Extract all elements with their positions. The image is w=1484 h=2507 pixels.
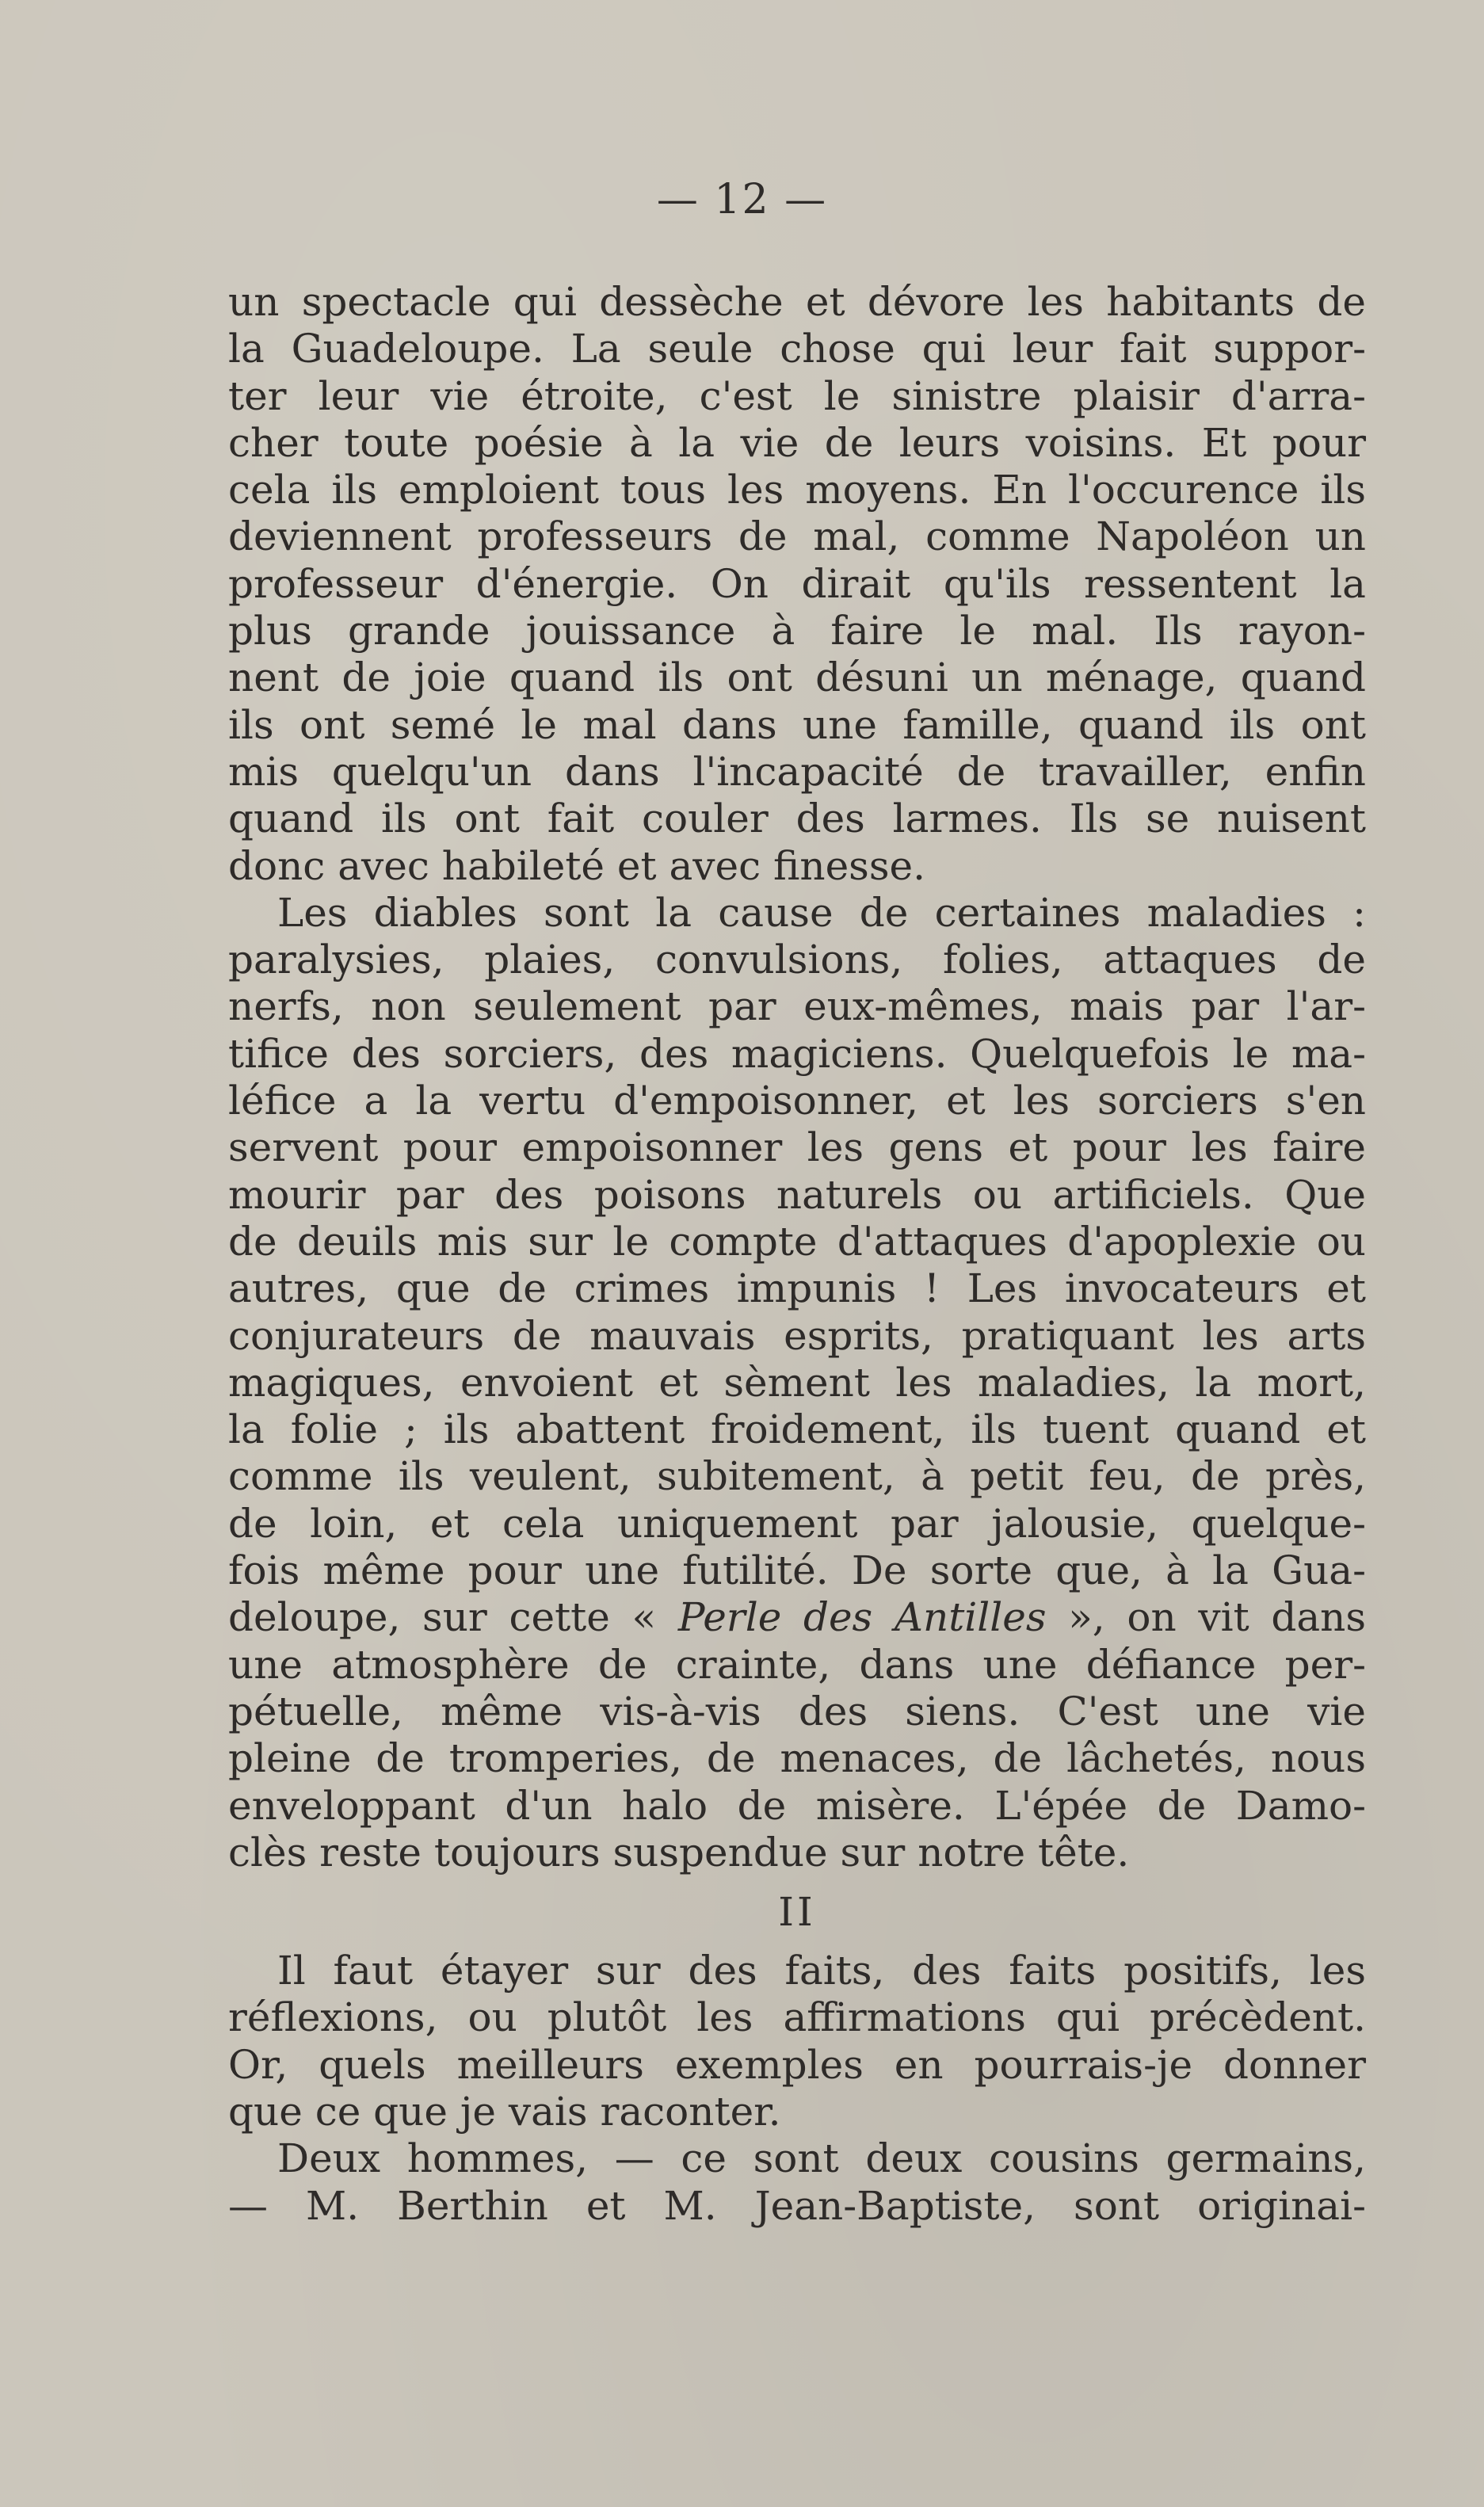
- text-line: pétuelle, même vis-à-vis des siens. C'est une vie: [228, 1688, 1366, 1734]
- text-line: de loin, et cela uniquement par jalousie, quelque-: [228, 1500, 1366, 1547]
- text-line: cela ils emploient tous les moyens. En l'occurence ils: [228, 467, 1366, 513]
- paragraph: [228, 890, 1366, 1876]
- text-line: ils ont semé le mal dans une famille, quand ils ont: [228, 701, 1366, 748]
- text-segment: », on vit dans: [1046, 1594, 1367, 1641]
- text-line: que ce que je vais raconter.: [228, 2088, 781, 2135]
- body-text: [228, 279, 1366, 2230]
- text-line-with-italic: [228, 1594, 1366, 1641]
- text-line: réflexions, ou plutôt les affirmations qui précèdent.: [228, 1994, 1366, 2041]
- paragraph: [228, 2135, 1366, 2230]
- text-line: quand ils ont fait couler des larmes. Ils se nuisent: [228, 796, 1366, 842]
- text-line: Or, quels meilleurs exemples en pourrais-je donner: [228, 2041, 1366, 2088]
- text-line: nent de joie quand ils ont désuni un ménage, quand: [228, 654, 1366, 701]
- paragraph: [228, 279, 1366, 890]
- paragraph: [228, 1948, 1366, 2135]
- text-line: nerfs, non seulement par eux-mêmes, mais par l'ar-: [228, 983, 1366, 1030]
- text-line: donc avec habileté et avec finesse.: [228, 842, 925, 889]
- text-line: professeur d'énergie. On dirait qu'ils ressentent la: [228, 560, 1366, 607]
- text-line: servent pour empoisonner les gens et pour les faire: [228, 1124, 1366, 1171]
- text-line: mourir par des poisons naturels ou artificiels. Que: [228, 1171, 1366, 1218]
- text-segment: deloupe, sur cette «: [228, 1594, 678, 1641]
- text-line: clès reste toujours suspendue sur notre tête.: [228, 1829, 1130, 1875]
- text-line: tifice des sorciers, des magiciens. Quelquefois le ma-: [228, 1030, 1366, 1077]
- text-line: deviennent professeurs de mal, comme Napoléon un: [228, 513, 1366, 560]
- text-line: comme ils veulent, subitement, à petit feu, de près,: [228, 1453, 1366, 1500]
- section-number: II: [778, 1889, 816, 1936]
- text-line: Il faut étayer sur des faits, des faits positifs, les: [277, 1948, 1366, 1994]
- text-line: la Guadeloupe. La seule chose qui leur fait suppor-: [228, 326, 1366, 372]
- text-line: un spectacle qui dessèche et dévore les habitants de: [228, 279, 1366, 325]
- text-line: enveloppant d'un halo de misère. L'épée de Damo-: [228, 1782, 1366, 1829]
- text-line: — M. Berthin et M. Jean-Baptiste, sont originai-: [228, 2182, 1366, 2229]
- text-line: plus grande jouissance à faire le mal. Ils rayon-: [228, 608, 1366, 654]
- text-line: cher toute poésie à la vie de leurs voisins. Et pour: [228, 419, 1366, 466]
- text-line: fois même pour une futilité. De sorte que, à la Gua-: [228, 1547, 1366, 1594]
- text-line: ter leur vie étroite, c'est le sinistre plaisir d'arra-: [228, 372, 1366, 419]
- text-line: Les diables sont la cause de certaines maladies :: [277, 889, 1366, 936]
- page-number: — 12 —: [656, 176, 828, 223]
- text-line: Deux hommes, — ce sont deux cousins germains,: [277, 2135, 1366, 2182]
- text-line: léfice a la vertu d'empoisonner, et les sorciers s'en: [228, 1078, 1366, 1124]
- text-line: magiques, envoient et sèment les maladies, la mort,: [228, 1359, 1366, 1406]
- text-line: de deuils mis sur le compte d'attaques d'apoplexie ou: [228, 1218, 1366, 1265]
- italic-title: Perle des Antilles: [677, 1594, 1047, 1641]
- text-line: autres, que de crimes impunis ! Les invocateurs et: [228, 1265, 1366, 1312]
- text-line: mis quelqu'un dans l'incapacité de travailler, enfin: [228, 748, 1366, 795]
- text-line: pleine de tromperies, de menaces, de lâchetés, nous: [228, 1735, 1366, 1782]
- text-line: conjurateurs de mauvais esprits, pratiquant les arts: [228, 1312, 1366, 1359]
- text-line: la folie ; ils abattent froidement, ils tuent quand et: [228, 1406, 1366, 1453]
- text-line: paralysies, plaies, convulsions, folies, attaques de: [228, 937, 1366, 983]
- text-line: une atmosphère de crainte, dans une défiance per-: [228, 1641, 1366, 1688]
